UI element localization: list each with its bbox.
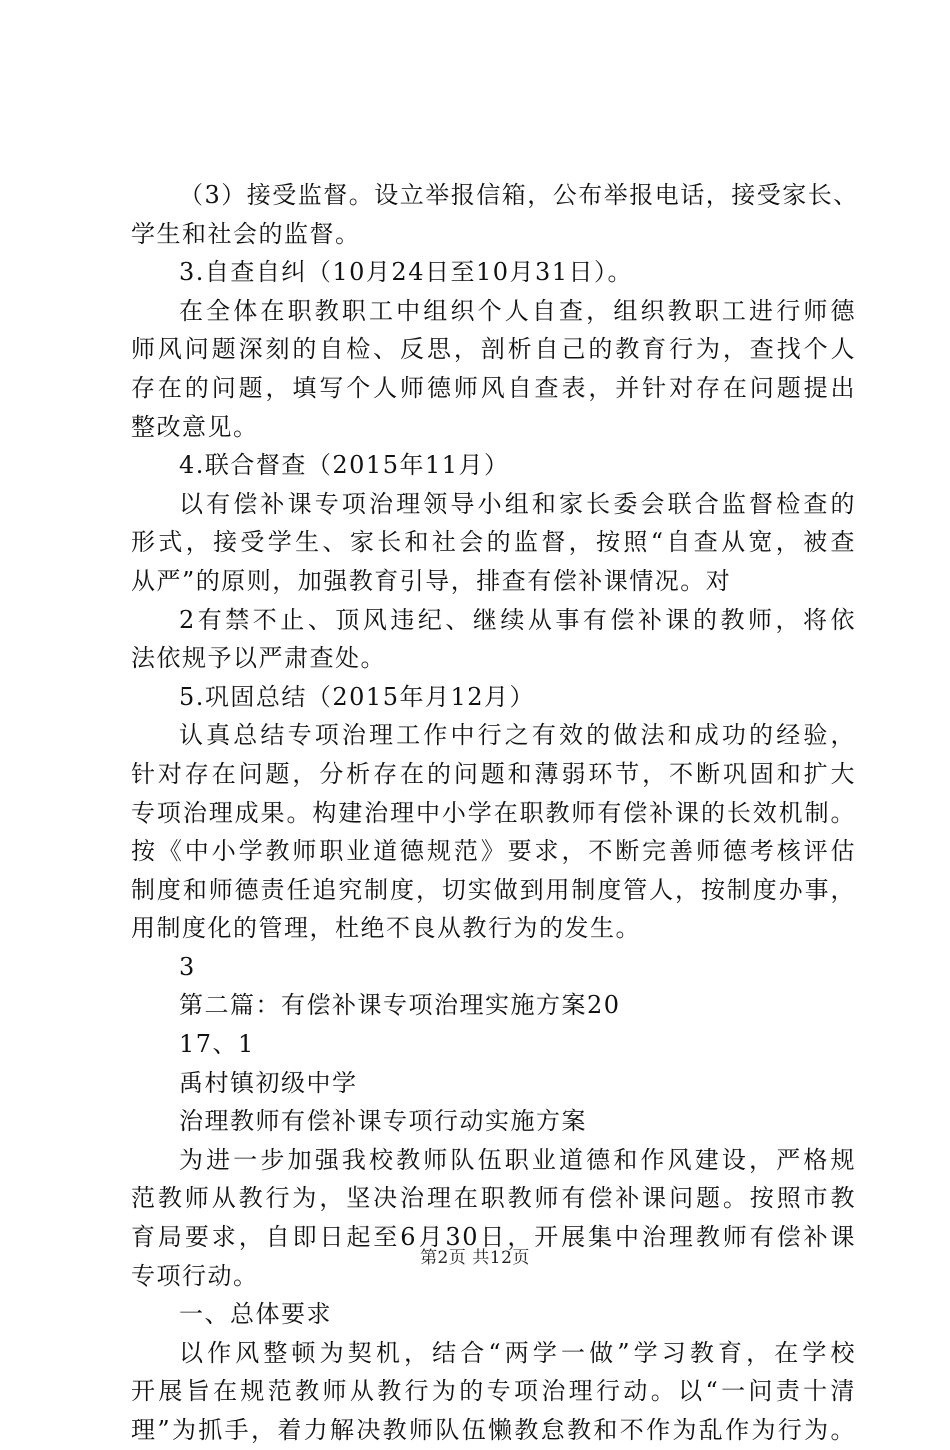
- text-line: 3.自查自纠（10月24日至10月31日）。: [179, 258, 634, 287]
- text-line: 认真总结专项治理工作中行之有效的做法和成功的经验，: [179, 721, 856, 750]
- text-line: 法依规予以严肃查处。: [131, 644, 386, 673]
- text-line: 从严”的原则，加强教育引导，排查有偿补课情况。对: [131, 566, 732, 595]
- text-line: 3: [179, 952, 196, 981]
- text-line: 在全体在职教职工中组织个人自查，组织教职工进行师德: [179, 296, 856, 325]
- text-line: 学生和社会的监督。: [131, 219, 361, 248]
- text-line: 整改意见。: [131, 412, 259, 441]
- text-line: 第二篇：有偿补课专项治理实施方案20: [179, 991, 621, 1020]
- text-line: 形式，接受学生、家长和社会的监督，按照“自查从宽，被查: [131, 528, 856, 557]
- text-line: 一、总体要求: [179, 1300, 332, 1329]
- text-line: 按《中小学教师职业道德规范》要求，不断完善师德考核评估: [131, 837, 856, 866]
- text-line: 为进一步加强我校教师队伍职业道德和作风建设，严格规: [179, 1145, 856, 1174]
- text-line: 专项治理成果。构建治理中小学在职教师有偿补课的长效机制。: [131, 798, 856, 827]
- text-line: 用制度化的管理，杜绝不良从教行为的发生。: [131, 914, 641, 943]
- text-line: 5.巩固总结（2015年月12月）: [179, 682, 536, 711]
- text-line: 范教师从教行为，坚决治理在职教师有偿补课问题。按照市教: [131, 1184, 856, 1213]
- text-line: 以作风整顿为契机，结合“两学一做”学习教育，在学校: [179, 1338, 856, 1367]
- text-line: 开展旨在规范教师从教行为的专项治理行动。以“一问责十清: [131, 1377, 856, 1406]
- page-footer: 第2页 共12页: [420, 1248, 530, 1268]
- text-line: 理”为抓手，着力解决教师队伍懒教怠教和不作为乱作为行为。: [131, 1416, 856, 1444]
- text-line: 专项行动。: [131, 1261, 259, 1290]
- text-line: 针对存在问题，分析存在的问题和薄弱环节，不断巩固和扩大: [131, 759, 856, 788]
- text-line: 4.联合督查（2015年11月）: [179, 451, 510, 480]
- text-line: 治理教师有偿补课专项行动实施方案: [179, 1107, 587, 1136]
- text-line: （3）接受监督。设立举报信箱，公布举报电话，接受家长、: [179, 181, 859, 209]
- text-line: 禹村镇初级中学: [179, 1068, 358, 1097]
- text-line: 师风问题深刻的自检、反思，剖析自己的教育行为，查找个人: [131, 335, 856, 364]
- text-line: 17、1: [179, 1030, 255, 1059]
- text-line: 育局要求，自即日起至6月30日，开展集中治理教师有偿补课: [131, 1223, 856, 1252]
- text-line: 存在的问题，填写个人师德师风自查表，并针对存在问题提出: [131, 373, 856, 402]
- text-line: 2有禁不止、顶风违纪、继续从事有偿补课的教师，将依: [179, 605, 856, 634]
- text-line: 制度和师德责任追究制度，切实做到用制度管人，按制度办事，: [131, 875, 856, 904]
- text-line: 以有偿补课专项治理领导小组和家长委会联合监督检查的: [179, 489, 856, 518]
